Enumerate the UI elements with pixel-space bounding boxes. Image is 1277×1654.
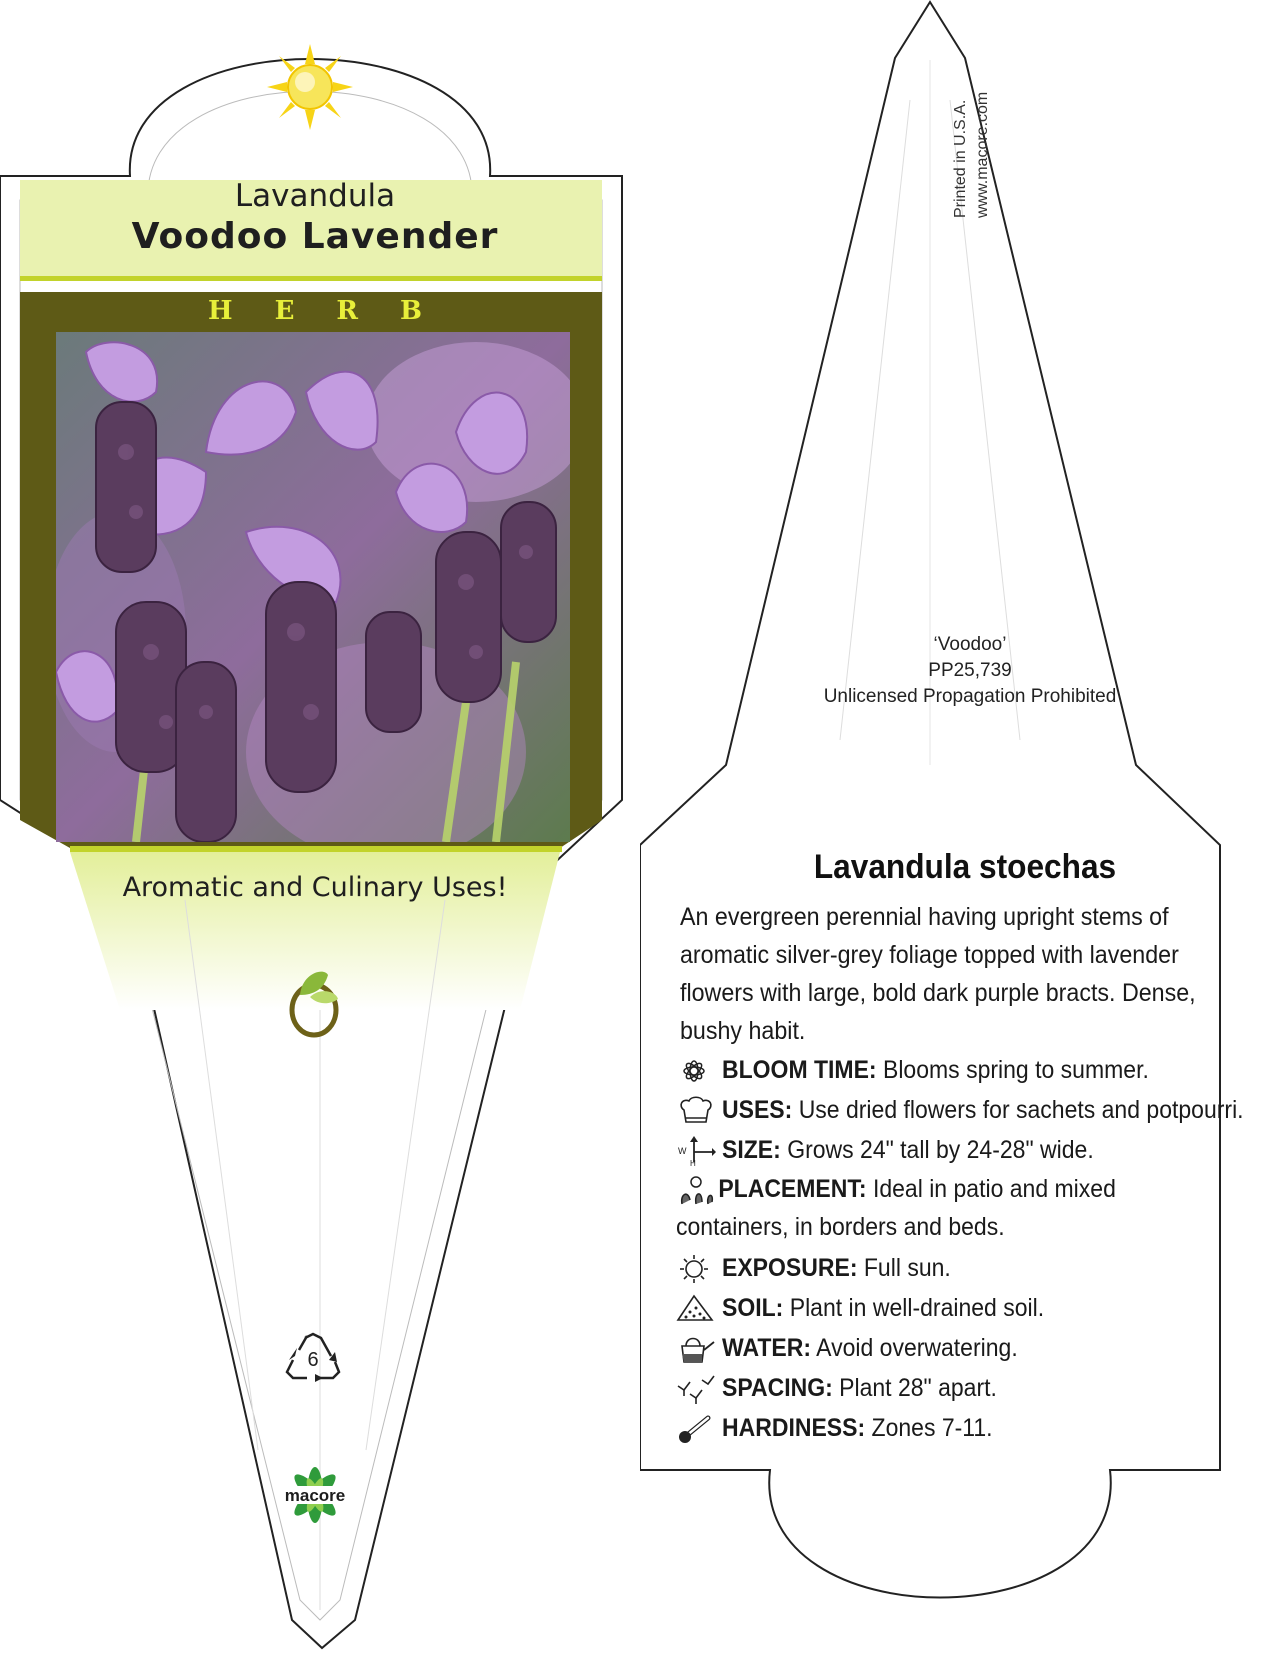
care-item-uses: USES: Use dried flowers for sachets and potpourri. — [676, 1090, 1236, 1130]
cultivar-block — [760, 632, 1180, 710]
care-item-hardiness: HARDINESS: Zones 7-11. — [676, 1408, 1236, 1448]
plant-common-name: Voodoo Lavender — [131, 216, 499, 257]
recycle-icon — [285, 1332, 341, 1382]
print-info — [942, 50, 1002, 220]
care-item-exposure: EXPOSURE: Full sun. — [676, 1248, 1236, 1288]
chef-hat-icon — [676, 1096, 716, 1126]
tagline: Aromatic and Culinary Uses! — [122, 872, 508, 903]
website: www.macore.com — [974, 91, 991, 218]
cultivar-name: ‘Voodoo’ — [933, 634, 1007, 655]
spacing-icon — [676, 1374, 716, 1404]
sun-icon — [265, 42, 355, 132]
care-item-size: W H SIZE: Grows 24" tall by 24-28" wide. — [678, 1136, 1094, 1166]
plant-genus: Lavandula — [234, 178, 396, 214]
printed-in: Printed in U.S.A. — [952, 99, 969, 218]
size-arrows-icon — [676, 1136, 716, 1166]
watering-can-icon — [676, 1334, 716, 1364]
leaf-logo-icon — [284, 965, 344, 1040]
thermometer-icon — [676, 1414, 716, 1444]
care-item-spacing: SPACING: Plant 28" apart. — [676, 1368, 1236, 1408]
plant-description: An evergreen perennial having upright stems of aromatic silver-grey foliage topped with lavender flowers with large, bold dark purple bracts. Dense, bushy habit. — [680, 903, 1196, 1045]
recycle-code: 6 — [307, 1349, 319, 1371]
lavender-photo — [56, 332, 570, 842]
flower-icon — [676, 1056, 716, 1086]
svg-text:W: W — [678, 1146, 687, 1156]
svg-text:H: H — [690, 1159, 696, 1166]
care-item-water: WATER: Avoid overwatering. — [676, 1328, 1236, 1368]
care-list — [676, 1050, 1244, 1448]
sun-icon — [676, 1254, 716, 1284]
care-item-placement: PLACEMENT: Ideal in patio and mixed containers, in borders and beds. — [676, 1175, 1116, 1241]
brand-name: macore — [284, 1486, 346, 1505]
care-item-soil: SOIL: Plant in well-drained soil. — [676, 1288, 1236, 1328]
propagation-notice: Unlicensed Propagation Prohibited — [823, 686, 1117, 707]
plant-category: HERB — [208, 296, 464, 326]
patent-number: PP25,739 — [928, 660, 1012, 681]
care-item-bloom-time: BLOOM TIME: Blooms spring to summer. — [676, 1050, 1236, 1090]
species-name: Lavandula stoechas — [813, 848, 1117, 886]
soil-icon — [676, 1294, 716, 1324]
